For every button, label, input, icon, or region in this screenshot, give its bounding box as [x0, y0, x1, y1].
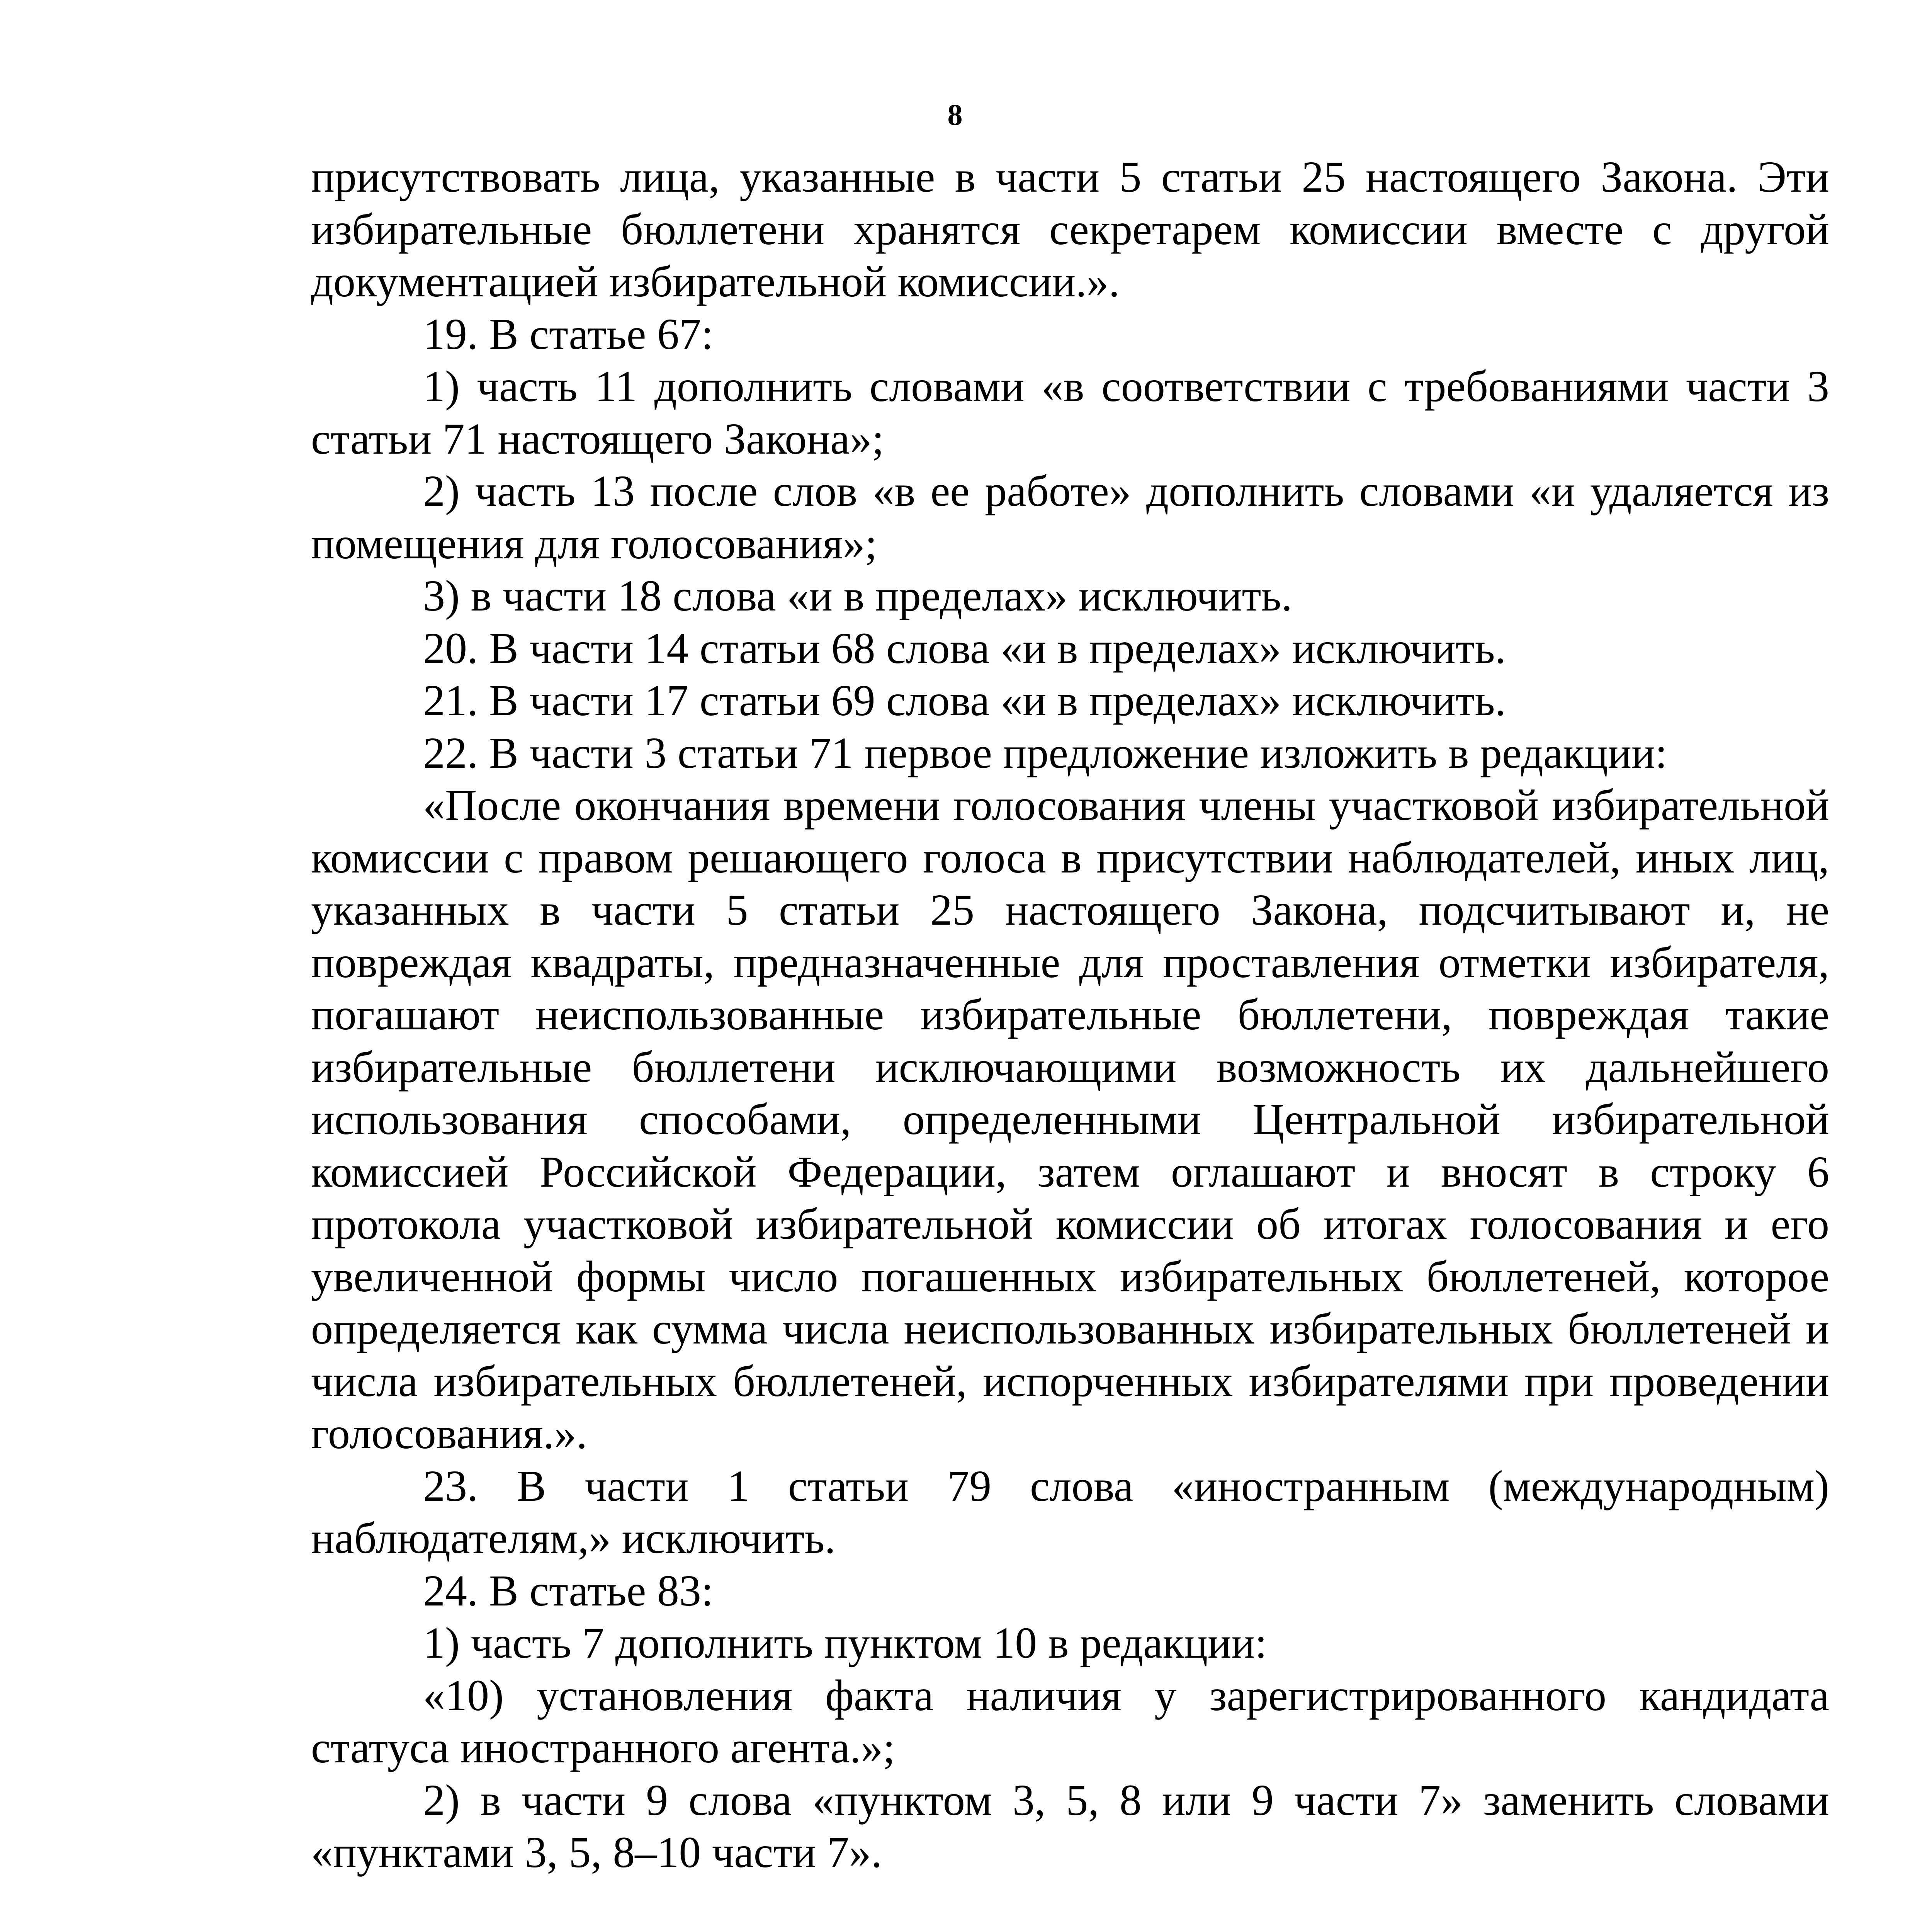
paragraph-item-20: 20. В части 14 статьи 68 слова «и в пределах» исключить.: [423, 623, 1506, 673]
paragraph-item-22: 22. В части 3 статьи 71 первое предложение изложить в редакции:: [423, 728, 1667, 777]
document-body: [311, 151, 1829, 1932]
page-number: 8: [947, 98, 963, 131]
paragraph-item-23: 23. В части 1 статьи 79 слова «иностранным (международным) наблюдателям,» исключить.: [311, 1461, 1829, 1563]
paragraph-item-24-1: 1) часть 7 дополнить пунктом 10 в редакции:: [423, 1618, 1267, 1667]
paragraph-quote-point-10: «10) установления факта наличия у зарегистрированного кандидата статуса иностранного агента.»;: [311, 1670, 1829, 1772]
paragraph-item-19: 19. В статье 67:: [423, 309, 714, 359]
paragraph-item-21: 21. В части 17 статьи 69 слова «и в пределах» исключить.: [423, 676, 1506, 725]
paragraph-item-24: 24. В статье 83:: [423, 1566, 714, 1615]
paragraph-quote-article-71: «После окончания времени голосования члены участковой избирательной комиссии с правом решающего голоса в присутствии наблюдателей, иных лиц, указанных в части 5 статьи 25 настоящего Закона, подсчитывают и, не повреждая квадраты, предназначенные для проставления отметки избирателя, погашают неиспользованные избирательные бюллетени, повреждая такие избирательные бюллетени исключающими возможность их дальнейшего использования способами, определенными Центральной избирательной комиссией Российской Федерации, затем оглашают и вносят в строку 6 протокола участковой избирательной комиссии об итогах голосования и его увеличенной формы число погашенных избирательных бюллетеней, которое определяется как сумма числа неиспользованных избирательных бюллетеней и числа избирательных бюллетеней, испорченных избирателями при проведении голосования.».: [311, 781, 1829, 1458]
paragraph-item-19-1: 1) часть 11 дополнить словами «в соответствии с требованиями части 3 статьи 71 настоящего Закона»;: [311, 362, 1829, 463]
paragraph-item-24-2: 2) в части 9 слова «пунктом 3, 5, 8 или 9 части 7» заменить словами «пунктами 3, 5, 8–10 части 7».: [311, 1775, 1829, 1877]
paragraph-item-19-2: 2) часть 13 после слов «в ее работе» дополнить словами «и удаляется из помещения для голосования»;: [311, 466, 1829, 568]
article-heading: [311, 1931, 1829, 1932]
paragraph-item-19-3: 3) в части 18 слова «и в пределах» исключить.: [423, 571, 1292, 620]
paragraph-continuation: присутствовать лица, указанные в части 5 статьи 25 настоящего Закона. Эти избирательные бюллетени хранятся секретарем комиссии вместе с другой документацией избирательной комиссии.».: [311, 152, 1829, 306]
